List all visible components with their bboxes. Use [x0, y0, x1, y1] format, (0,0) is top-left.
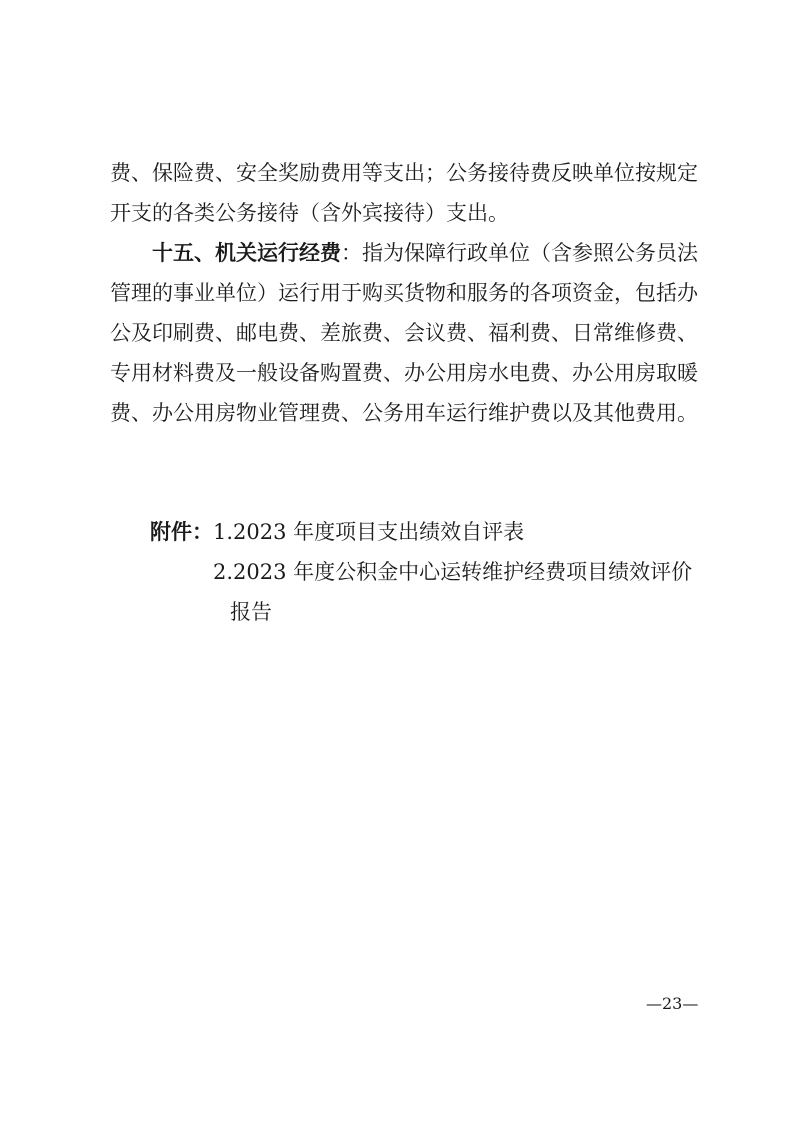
- attachment-item-2-cont: 报告: [230, 600, 272, 624]
- attachment-item-1: 1.2023 年度项目支出绩效自评表: [213, 520, 525, 544]
- page-number: —23—: [646, 994, 699, 1013]
- para1-line1: 费、保险费、安全奖励费用等支出；公务接待费反映单位按规定: [110, 161, 698, 185]
- attachment-item-2: 2.2023 年度公积金中心运转维护经费项目绩效评价: [213, 560, 693, 584]
- attachment-line1: [150, 517, 524, 547]
- section-heading: 十五、机关运行经费: [152, 240, 341, 265]
- para2-line4: 专用材料费及一般设备购置费、办公用房水电费、办公用房取暖: [110, 361, 698, 385]
- para2-line2: 管理的事业单位）运行用于购买货物和服务的各项资金，包括办: [110, 281, 698, 305]
- section-heading-rest: ：指为保障行政单位（含参照公务员法: [341, 241, 698, 265]
- para1-line2: 开支的各类公务接待（含外宾接待）支出。: [110, 201, 509, 225]
- para2-line5: 费、办公用房物业管理费、公务用车运行维护费以及其他费用。: [110, 401, 698, 425]
- para2-line1: [152, 238, 698, 268]
- para2-line3: 公及印刷费、邮电费、差旅费、会议费、福利费、日常维修费、: [110, 321, 698, 345]
- attachment-label: 附件：: [150, 519, 213, 544]
